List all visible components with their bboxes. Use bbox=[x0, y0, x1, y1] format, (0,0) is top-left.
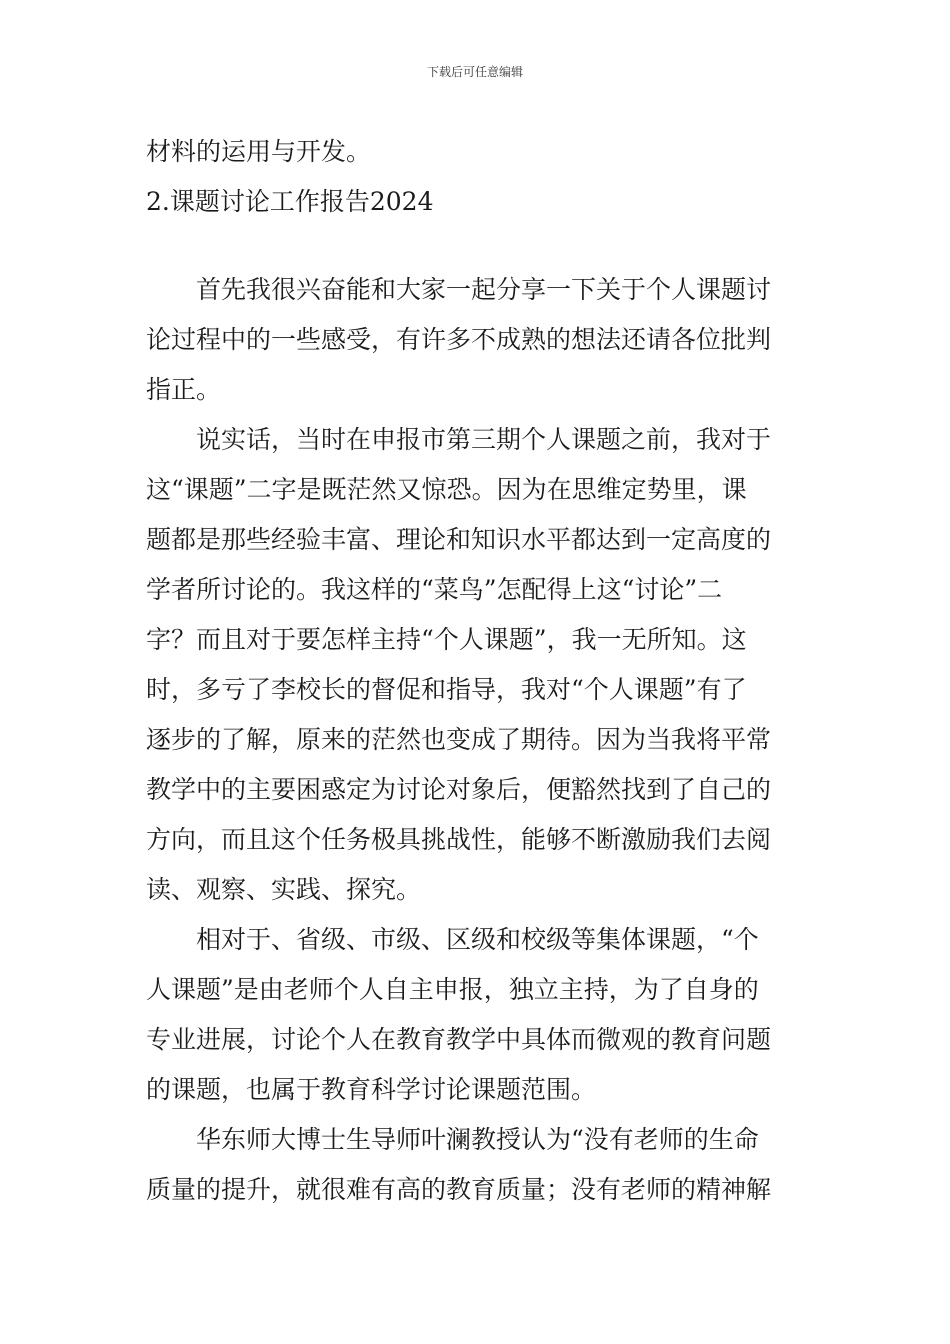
paragraph-first-line: 首先我很兴奋能和大家一起分享一下关于个人课题讨 bbox=[196, 275, 772, 304]
text-line: 论过程中的一些感受，有许多不成熟的想法还请各位批判 bbox=[146, 325, 772, 354]
text-line: 人课题”是由老师个人自主申报，独立主持，为了自身的 bbox=[146, 975, 759, 1004]
text-line: 读、观察、实践、探究。 bbox=[146, 875, 422, 904]
paragraph-first-line: 说实话，当时在申报市第三期个人课题之前，我对于 bbox=[196, 425, 772, 454]
paragraph-first-line: 相对于、省级、市级、区级和校级等集体课题，“个 bbox=[196, 925, 759, 954]
text-line: 的课题，也属于教育科学讨论课题范围。 bbox=[146, 1075, 597, 1104]
text-line: 这“课题”二字是既茫然又惊恐。因为在思维定势里，课 bbox=[146, 475, 747, 504]
text-line: 材料的运用与开发。 bbox=[146, 137, 372, 166]
section-heading: 2.课题讨论工作报告2024 bbox=[146, 187, 434, 216]
text-line: 方向，而且这个任务极具挑战性，能够不断激励我们去阅 bbox=[146, 825, 772, 854]
text-line: 逐步的了解，原来的茫然也变成了期待。因为当我将平常 bbox=[146, 725, 772, 754]
text-line: 学者所讨论的。我这样的“菜鸟”怎配得上这“讨论”二 bbox=[146, 575, 723, 604]
text-line: 教学中的主要困惑定为讨论对象后，便豁然找到了自己的 bbox=[146, 775, 772, 804]
text-line: 时，多亏了李校长的督促和指导，我对“个人课题”有了 bbox=[146, 675, 747, 704]
text-line: 专业进展，讨论个人在教育教学中具体而微观的教育问题 bbox=[146, 1025, 772, 1054]
text-line: 指正。 bbox=[146, 375, 222, 404]
paragraph-first-line: 华东师大博士生导师叶澜教授认为“没有老师的生命 bbox=[196, 1125, 759, 1154]
text-line: 质量的提升，就很难有高的教育质量；没有老师的精神解 bbox=[146, 1175, 772, 1204]
document-body bbox=[146, 127, 806, 1215]
text-line: 字？而且对于要怎样主持“个人课题”，我一无所知。这 bbox=[146, 625, 747, 654]
text-line: 题都是那些经验丰富、理论和知识水平都达到一定高度的 bbox=[146, 525, 772, 554]
page-header: 下载后可任意编辑 bbox=[426, 65, 523, 79]
paragraph-gap bbox=[146, 227, 806, 265]
